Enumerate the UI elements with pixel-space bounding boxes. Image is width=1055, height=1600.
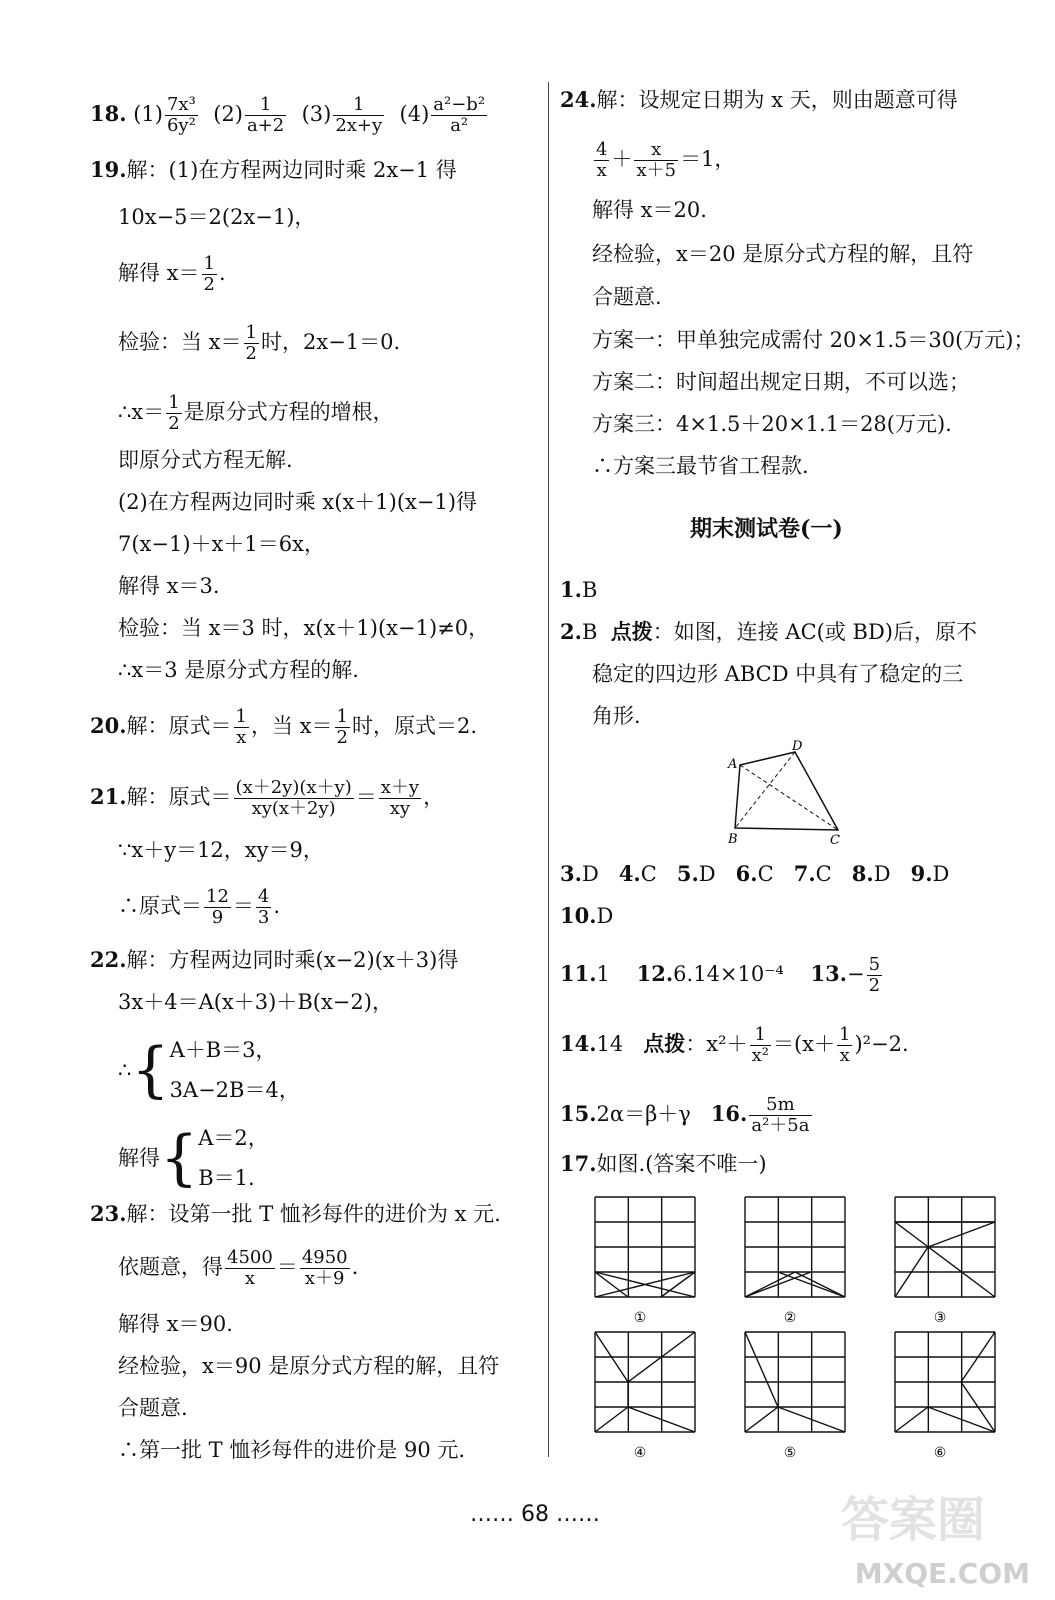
segment [745,1407,778,1432]
q24-line4: 经检验，x＝20 是原分式方程的解，且符 [592,242,974,266]
q19-line7: (2)在方程两边同时乘 x(x＋1)(x−1)得 [118,490,478,514]
label-c: C [830,833,840,848]
answers-11-13: 11.1 12.6.14×10⁻⁴ 13.− $\frac{5}{2}$ [560,954,881,996]
q23-line2: 依题意，得 $\frac{4500}{x}$ ＝ $\frac{4950}{x+9}$ . [118,1247,359,1289]
q21-line2: ∵x＋y＝12，xy＝9， [118,838,324,862]
grid-caption-1: ① [633,1310,647,1326]
grid-caption-6: ⑥ [933,1445,947,1461]
quadrilateral-figure [720,740,850,848]
q22-system1: ∴{ A＋B＝3， 3A−2B＝4， [118,1035,300,1105]
q21: 21.解：原式＝ $\frac{(x+2y)(x+y)}{xy(x+2y)}$ ＝ $\frac{x+y}{xy}$ ， [90,777,445,819]
q19-line9: 解得 x＝3. [118,574,220,598]
q24-line1: 24.解：设规定日期为 x 天，则由题意可得 [560,87,958,112]
answers-3-9: 3.D 4.C 5.D 6.C 7.C 8.D 9.D [560,861,950,886]
grid-figure-5 [745,1332,845,1432]
q23-line1: 23.解：设第一批 T 恤衫每件的进价为 x 元. [90,1201,501,1226]
a2-line2: 稳定的四边形 ABCD 中具有了稳定的三 [592,662,964,686]
a14: 14.14 点拨：x²＋ $\frac{1}{\text{x²}}$ ＝(x＋ $\frac{1}{x}$ )²−2. [560,1024,909,1066]
q19-line11: ∴x＝3 是原分式方程的解. [118,658,359,682]
grid-caption-3: ③ [933,1310,947,1326]
label-a: A [728,757,738,772]
segment [895,1222,995,1297]
quad-outline [735,752,838,830]
a1: 1.B [560,577,598,602]
q23-line3: 解得 x＝90. [118,1312,233,1336]
q19-line2: 10x−5＝2(2x−1)， [118,205,316,229]
q22-line2: 3x＋4＝A(x＋3)＋B(x−2)， [118,990,393,1014]
q18: 18. (1) $\frac{\text{7x³}}{\text{6y²}}$ (2) $\frac{1}{a+2}$ (3) $\frac{1}{2x+y}$ (4) $\frac{\text{a²−b²}}{\text{a²}}$ [90,94,486,136]
a2-line3: 角形. [592,704,641,728]
q22-system2: 解得{ A＝2， B＝1. [118,1123,269,1193]
grid-figures [585,1192,1015,1462]
section-title: 期末测试卷(一) [690,516,843,542]
q19-line1: 19.解：(1)在方程两边同时乘 2x−1 得 [90,157,457,182]
q24-line5: 合题意. [592,285,662,309]
grid-caption-4: ④ [633,1445,647,1461]
answers-15-16: 15.2α＝β＋γ 16. $\frac{5m}{\text{a²＋5a}}$ [560,1094,810,1136]
q21-line3: ∴原式＝ $\frac{12}{9}$ ＝ $\frac{4}{3}$ . [118,886,281,928]
q19-line5: ∴x＝ $\frac{1}{2}$ 是原分式方程的增根， [118,392,394,434]
segment [745,1332,778,1407]
grid-figure-3 [895,1197,995,1297]
grid-figure-1 [595,1197,695,1297]
q20: 20.解：原式＝ $\frac{1}{x}$ ，当 x＝ $\frac{1}{2}$ 时，原式＝2. [90,706,478,748]
q24-line2: $\frac{4}{x}$ ＋ $\frac{x}{x+5}$ ＝1， [596,139,736,181]
a2-line1: 2.B 点拨：如图，连接 AC(或 BD)后，原不 [560,619,977,644]
grid-figure-6 [895,1332,995,1432]
segment [895,1407,928,1432]
watermark-text: MXQE.COM [854,1557,1030,1590]
a10: 10.D [560,903,614,928]
page-footer: …… 68 …… [470,1502,600,1527]
watermark-logo: 答案圈 [840,1492,985,1548]
q19-line6: 即原分式方程无解. [118,448,293,472]
grid-caption-5: ⑤ [783,1445,797,1461]
column-divider [548,82,549,1457]
segment [595,1407,628,1432]
grid-figure-2 [745,1197,845,1297]
q19-line3: 解得 x＝ $\frac{1}{2}$ . [118,253,226,295]
grid-caption-2: ② [783,1310,797,1326]
grid-figure-4 [595,1332,695,1432]
label-b: B [728,832,738,847]
page-number: 68 [521,1502,549,1527]
q23-line6: ∴第一批 T 恤衫每件的进价是 90 元. [118,1438,466,1462]
a17: 17.如图.(答案不唯一) [560,1151,767,1176]
diagonal-ac [740,765,838,830]
q24-line7: 方案二：时间超出规定日期，不可以选； [592,370,970,394]
q23-line5: 合题意. [118,1396,188,1420]
q24-line6: 方案一：甲单独完成需付 20×1.5＝30(万元)； [592,328,1035,352]
q24-line8: 方案三：4×1.5＋20×1.1＝28(万元). [592,412,952,436]
label-d: D [792,740,803,754]
q24-line3: 解得 x＝20. [592,198,707,222]
q19-line10: 检验：当 x＝3 时，x(x＋1)(x−1)≠0， [118,616,490,640]
q22-line1: 22.解：方程两边同时乘(x−2)(x＋3)得 [90,947,459,972]
q19-line4: 检验：当 x＝ $\frac{1}{2}$ 时，2x−1＝0. [118,322,401,364]
q24-line9: ∴方案三最节省工程款. [592,454,809,478]
q23-line4: 经检验，x＝90 是原分式方程的解，且符 [118,1354,500,1378]
q19-line8: 7(x−1)＋x＋1＝6x， [118,532,325,556]
